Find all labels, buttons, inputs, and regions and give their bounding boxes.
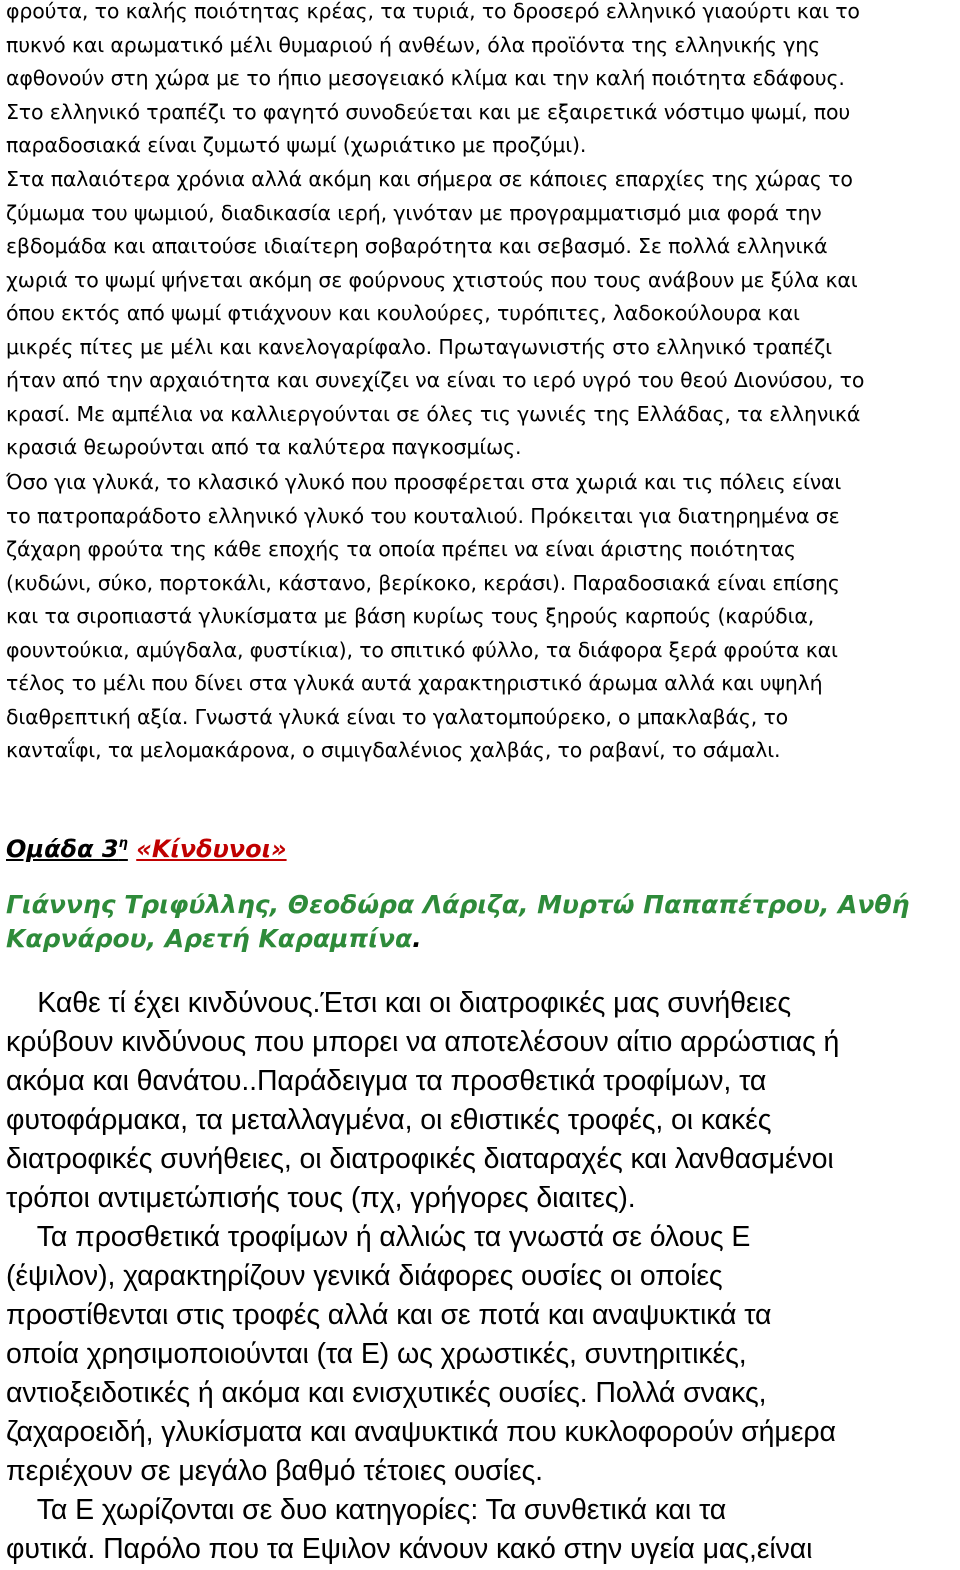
text-line: Τα Ε χωρίζονται σε δυο κατηγορίες: Τα συνθετικά και τα bbox=[6, 1494, 727, 1526]
paragraph-dangers-intro bbox=[6, 984, 958, 1218]
text-line: φυτοφάρμακα, τα μεταλλαγμένα, οι εθιστικές τροφές, οι κακές bbox=[6, 1104, 772, 1136]
text-line: διαθρεπτική αξία. Γνωστά γλυκά είναι το γαλατομπούρεκο, ο μπακλαβάς, το bbox=[6, 704, 789, 729]
authors-line: Γιάννης Τριφύλλης, Θεοδώρα Λάριζα, Μυρτώ Παπαπέτρου, Ανθή bbox=[6, 890, 910, 919]
text-line: Τα προσθετικά τροφίμων ή αλλιώς τα γνωστά σε όλους Ε bbox=[6, 1221, 751, 1253]
text-line: παραδοσιακά είναι ζυμωτό ψωμί (χωριάτικο με προζύμι). bbox=[6, 133, 587, 157]
text-line: όπου εκτός από ψωμί φτιάχνουν και κουλούρες, τυρόπιτες, λαδοκούλουρα και bbox=[6, 301, 800, 325]
text-line: αντιοξειδοτικές ή ακόμα και ενισχυτικές ουσίες. Πολλά σνακς, bbox=[6, 1377, 767, 1409]
section-heading bbox=[6, 826, 287, 867]
text-line: Στα παλαιότερα χρόνια αλλά ακόμη και σήμερα σε κάποιες επαρχίες της χώρας το bbox=[6, 167, 853, 191]
text-line: διατροφικές συνήθειες, οι διατροφικές διαταραχές και λανθασμένοι bbox=[6, 1143, 834, 1175]
group-number: Ομάδα 3 bbox=[6, 835, 119, 863]
text-line: κανταΐφι, τα μελομακάρονα, ο σιμιγδαλένιος χαλβάς, το ραβανί, το σάμαλι. bbox=[6, 738, 781, 762]
text-line: μικρές πίτες με μέλι και κανελογαρίφαλο. Πρωταγωνιστής στο ελληνικό τραπέζι bbox=[6, 334, 832, 359]
authors-names: Καρνάρου, Αρετή Καραμπίνα bbox=[6, 924, 413, 953]
text-line: Καθε τί έχει κινδύνους.Έτσι και οι διατροφικές μας συνήθειες bbox=[6, 987, 791, 1019]
text-line: κρασί. Με αμπέλια να καλλιεργούνται σε όλες τις γωνιές της Ελλάδας, τα ελληνικά bbox=[6, 401, 861, 426]
paragraph-food-additives bbox=[6, 1218, 958, 1491]
paragraph-additive-categories bbox=[6, 1491, 958, 1569]
text-line: περιέχουν σε μεγάλο βαθμό τέτοιες ουσίες. bbox=[6, 1455, 543, 1487]
group-label bbox=[6, 835, 128, 863]
text-line: το πατροπαράδοτο ελληνικό γλυκό του κουταλιού. Πρόκειται για διατηρημένα σε bbox=[6, 503, 840, 528]
text-line: εβδομάδα και απαιτούσε ιδιαίτερη σοβαρότητα και σεβασμό. Σε πολλά ελληνικά bbox=[6, 234, 828, 258]
text-line: ζαχαροειδή, γλυκίσματα και αναψυκτικά που κυκλοφορούν σήμερα bbox=[6, 1416, 836, 1448]
text-line: ζάχαρη φρούτα της κάθε εποχής τα οποία πρέπει να είναι άριστης ποιότητας bbox=[6, 537, 796, 561]
text-line: Στο ελληνικό τραπέζι το φαγητό συνοδεύεται και με εξαιρετικά νόστιμο ψωμί, που bbox=[6, 99, 851, 124]
text-line: ακόμα και θανάτου..Παράδειγμα τα προσθετικά τροφίμων, τα bbox=[6, 1065, 767, 1097]
text-line: κρύβουν κινδύνους που μπορει να αποτελέσουν αίτιο αρρώστιας ή bbox=[6, 1026, 840, 1058]
text-line: προστίθενται στις τροφές αλλά και σε ποτά και αναψυκτικά τα bbox=[6, 1299, 772, 1331]
topic-title: «Κίνδυνοι» bbox=[136, 835, 287, 863]
text-line: Όσο για γλυκά, το κλασικό γλυκό που προσφέρεται στα χωριά και τις πόλεις είναι bbox=[6, 470, 842, 494]
text-line: (έψιλον), χαρακτηρίζουν γενικά διάφορες ουσίες οι οποίες bbox=[6, 1260, 723, 1292]
authors-line-2 bbox=[6, 922, 958, 956]
paragraph-bread-and-wine bbox=[6, 163, 958, 465]
group-ordinal: η bbox=[118, 836, 128, 851]
text-line: φρούτα, το καλής ποιότητας κρέας, τα τυριά, το δροσερό ελληνικό γιαούρτι και το bbox=[6, 0, 860, 23]
text-line: τρόποι αντιμετώπισής τους (πχ, γρήγορες διαιτες). bbox=[6, 1182, 636, 1214]
text-line: ζύμωμα του ψωμιού, διαδικασία ιερή, γινόταν με προγραμματισμό μια φορά την bbox=[6, 200, 822, 225]
authors-end-mark: . bbox=[412, 924, 422, 953]
text-line: (κυδώνι, σύκο, πορτοκάλι, κάστανο, βερίκοκο, κεράσι). Παραδοσιακά είναι επίσης bbox=[6, 570, 840, 595]
text-line: πυκνό και αρωματικό μέλι θυμαριού ή ανθέων, όλα προϊόντα της ελληνικής γης bbox=[6, 32, 820, 57]
authors-list bbox=[6, 888, 958, 956]
text-line: οποία χρησιμοποιούνται (τα Ε) ως χρωστικές, συντηριτικές, bbox=[6, 1338, 747, 1370]
text-line: κρασιά θεωρούνται από τα καλύτερα παγκοσμίως. bbox=[6, 435, 522, 459]
text-line: φυτικά. Παρόλο που τα Εψιλον κάνουν κακό στην υγεία μας,είναι bbox=[6, 1533, 813, 1565]
text-line: τέλος το μέλι που δίνει στα γλυκά αυτά χαρακτηριστικό άρωμα αλλά και υψηλή bbox=[6, 671, 823, 695]
text-line: χωριά το ψωμί ψήνεται ακόμη σε φούρνους χτιστούς που τους ανάβουν με ξύλα και bbox=[6, 267, 858, 292]
text-line: αφθονούν στη χώρα με το ήπιο μεσογειακό κλίμα και την καλή ποιότητα εδάφους. bbox=[6, 66, 845, 90]
text-line: και τα σιροπιαστά γλυκίσματα με βάση κυρίως τους ξηρούς καρπούς (καρύδια, bbox=[6, 604, 815, 628]
text-line: φουντούκια, αμύγδαλα, φυστίκια), το σπιτικό φύλλο, τα διάφορα ξερά φρούτα και bbox=[6, 637, 838, 662]
text-line: ήταν από την αρχαιότητα και συνεχίζει να είναι το ιερό υγρό του θεού Διονύσου, το bbox=[6, 368, 865, 392]
paragraph-greek-products bbox=[6, 0, 958, 163]
paragraph-sweets bbox=[6, 466, 958, 768]
